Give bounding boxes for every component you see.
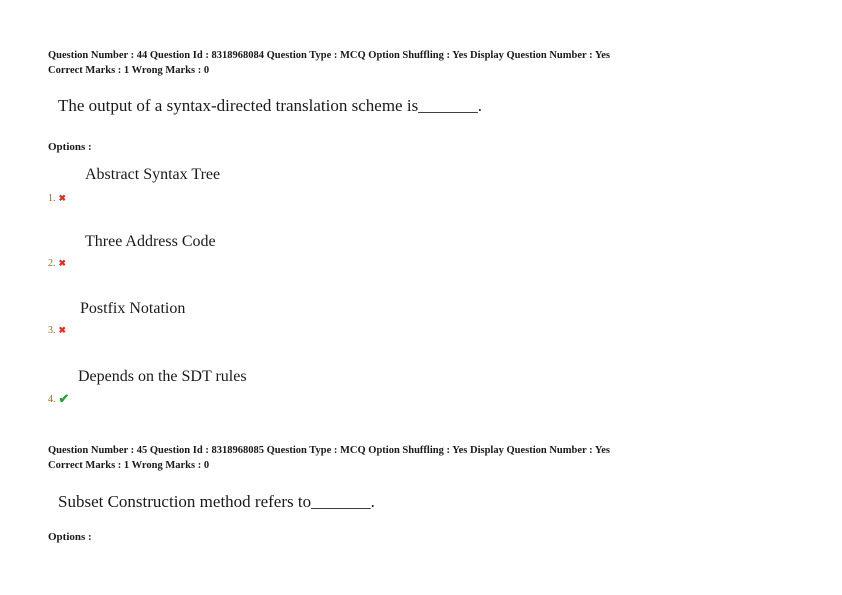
- option-1-number: [48, 193, 66, 204]
- question-45-text: Subset Construction method refers to_______.: [58, 492, 375, 511]
- question-44-meta-line1: Question Number : 44 Question Id : 8318968084 Question Type : MCQ Option Shuffling : Yes Display Question Number : Yes: [48, 50, 611, 61]
- option-3-number: [48, 325, 66, 336]
- question-45-options-label: Options :: [48, 531, 92, 543]
- option-4-text: Depends on the SDT rules: [78, 368, 247, 385]
- check-mark-icon: ✔: [58, 391, 70, 406]
- option-3-text: Postfix Notation: [80, 300, 186, 317]
- option-1-number-label: 1.: [48, 193, 56, 204]
- option-2-text: Three Address Code: [85, 233, 216, 250]
- question-44-meta-line2: Correct Marks : 1 Wrong Marks : 0: [48, 65, 210, 76]
- option-2-number-label: 2.: [48, 258, 56, 269]
- question-45-meta-line2: Correct Marks : 1 Wrong Marks : 0: [48, 460, 210, 471]
- cross-mark-icon: ✖: [58, 258, 67, 268]
- question-45-meta-line1: Question Number : 45 Question Id : 8318968085 Question Type : MCQ Option Shuffling : Yes Display Question Number : Yes: [48, 445, 611, 456]
- option-4-number-label: 4.: [48, 393, 56, 405]
- question-44-text: The output of a syntax-directed translation scheme is_______.: [58, 96, 482, 115]
- question-44-options-label: Options :: [48, 141, 92, 153]
- cross-mark-icon: ✖: [58, 193, 67, 203]
- option-2-number: [48, 258, 66, 269]
- option-1-text: Abstract Syntax Tree: [85, 166, 221, 183]
- option-4-number: [48, 391, 69, 407]
- cross-mark-icon: ✖: [58, 325, 67, 335]
- option-3-number-label: 3.: [48, 325, 56, 336]
